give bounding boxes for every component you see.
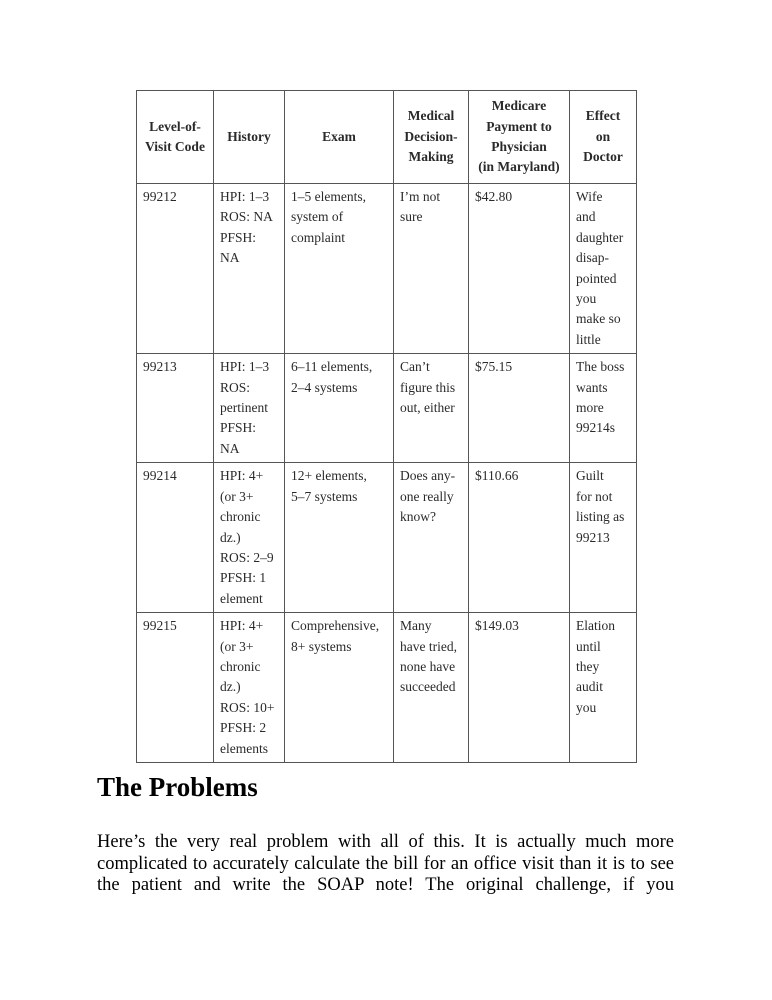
header-line: Level-of- xyxy=(149,118,201,134)
cell-payment: $149.03 xyxy=(469,613,570,763)
cell-line: until xyxy=(576,638,601,654)
cell-visit-code: 99214 xyxy=(137,463,214,613)
header-line: Physician xyxy=(491,139,547,154)
cell-line: for not xyxy=(576,488,613,504)
header-line: Medical xyxy=(407,108,455,124)
cell-line: system of xyxy=(291,209,344,225)
cell-line: PFSH: 1 xyxy=(220,570,267,586)
section-heading: The Problems xyxy=(97,772,258,802)
cell-line: 8+ systems xyxy=(291,638,352,654)
header-line: Exam xyxy=(322,128,356,144)
cell-line: make so xyxy=(576,311,621,327)
cell-visit-code: 99215 xyxy=(137,613,214,763)
cell-medical-decision-making xyxy=(394,463,469,613)
cell-line: succeeded xyxy=(400,679,456,695)
cell-history xyxy=(214,463,285,613)
cell-line: NA xyxy=(220,250,240,266)
cell-line: pertinent xyxy=(220,400,268,416)
cell-medical-decision-making xyxy=(394,613,469,763)
cell-line: HPI: 1–3 xyxy=(220,189,270,204)
cell-line: dz.) xyxy=(220,529,241,545)
cell-line: sure xyxy=(400,209,423,225)
cell-line: (or 3+ xyxy=(220,638,254,654)
paragraph-line: Here’s the very real problem with all of this. It is actually much more xyxy=(97,832,674,852)
cell-effect-on-doctor xyxy=(570,184,637,354)
cell-line: audit xyxy=(576,679,603,695)
cell-line: I’m not xyxy=(400,189,441,204)
paragraph-line: the patient and write the SOAP note! The original challenge, if you xyxy=(97,875,674,895)
cell-line: 5–7 systems xyxy=(291,488,358,504)
cell-line: ROS: 10+ xyxy=(220,699,275,715)
header-effect-on-doctor xyxy=(570,91,637,184)
table-row xyxy=(137,354,637,463)
cell-line: Wife xyxy=(576,189,603,204)
header-level-of-visit-code xyxy=(137,91,214,184)
body-paragraph xyxy=(97,832,674,897)
cell-line: ROS: xyxy=(220,379,251,395)
cell-line: Many xyxy=(400,618,432,634)
header-exam xyxy=(285,91,394,184)
cell-line: Comprehensive, xyxy=(291,618,380,634)
cell-exam xyxy=(285,463,394,613)
header-line: Payment to xyxy=(486,118,552,134)
cell-line: ROS: NA xyxy=(220,209,273,225)
cell-line: HPI: 4+ xyxy=(220,468,264,484)
header-medical-decision-making xyxy=(394,91,469,184)
cell-line: you xyxy=(576,291,597,307)
cell-medical-decision-making xyxy=(394,354,469,463)
cell-line: Can’t xyxy=(400,359,430,375)
cell-line: listing as xyxy=(576,509,625,525)
cell-visit-code: 99213 xyxy=(137,354,214,463)
cell-line: little xyxy=(576,331,601,347)
table-header-row xyxy=(137,91,637,184)
cell-line: NA xyxy=(220,440,240,456)
cell-history xyxy=(214,354,285,463)
cell-line: 99214s xyxy=(576,420,616,436)
header-line: Making xyxy=(408,149,454,165)
cell-line: 1–5 elements, xyxy=(291,189,366,204)
table-row xyxy=(137,613,637,763)
cell-effect-on-doctor xyxy=(570,354,637,463)
cell-history xyxy=(214,613,285,763)
header-line: Decision- xyxy=(404,128,458,144)
header-line: Medicare xyxy=(491,98,547,114)
cell-line: have tried, xyxy=(400,638,457,654)
cell-line: HPI: 4+ xyxy=(220,618,264,634)
cell-line: elements xyxy=(220,740,268,756)
header-line: on xyxy=(595,128,611,144)
cell-line: PFSH: 2 xyxy=(220,720,267,736)
cell-line: Does any- xyxy=(400,468,456,484)
cell-line: The boss xyxy=(576,359,625,375)
visit-code-table-container xyxy=(136,90,636,763)
header-line: (in Maryland) xyxy=(478,159,560,175)
cell-effect-on-doctor xyxy=(570,613,637,763)
cell-payment: $42.80 xyxy=(469,184,570,354)
header-history xyxy=(214,91,285,184)
table-body xyxy=(137,184,637,763)
cell-line: more xyxy=(576,400,604,416)
cell-line: they xyxy=(576,658,600,674)
cell-line: chronic xyxy=(220,658,261,674)
cell-line: 2–4 systems xyxy=(291,379,358,395)
cell-line: pointed xyxy=(576,270,617,286)
cell-line: complaint xyxy=(291,229,345,245)
cell-payment: $110.66 xyxy=(469,463,570,613)
cell-line: element xyxy=(220,590,263,606)
cell-line: out, either xyxy=(400,400,455,416)
cell-line: 99213 xyxy=(576,529,610,545)
header-medicare-payment xyxy=(469,91,570,184)
cell-line: you xyxy=(576,699,597,715)
cell-line: HPI: 1–3 xyxy=(220,359,270,375)
cell-payment: $75.15 xyxy=(469,354,570,463)
cell-line: 12+ elements, xyxy=(291,468,367,484)
cell-line: daughter xyxy=(576,229,624,245)
cell-line: PFSH: xyxy=(220,229,257,245)
cell-medical-decision-making xyxy=(394,184,469,354)
table-row xyxy=(137,184,637,354)
cell-exam xyxy=(285,184,394,354)
cell-line: dz.) xyxy=(220,679,241,695)
paragraph-line: complicated to accurately calculate the bill for an office visit than it is to see xyxy=(97,853,674,874)
header-line: Doctor xyxy=(583,149,623,165)
cell-exam xyxy=(285,354,394,463)
header-line: Visit Code xyxy=(145,139,205,154)
cell-line: none have xyxy=(400,658,456,674)
cell-exam xyxy=(285,613,394,763)
cell-history xyxy=(214,184,285,354)
cell-line: disap- xyxy=(576,250,609,266)
cell-line: one really xyxy=(400,488,454,504)
cell-line: Guilt xyxy=(576,468,604,484)
header-line: Effect xyxy=(585,108,621,124)
cell-visit-code: 99212 xyxy=(137,184,214,354)
cell-line: know? xyxy=(400,509,436,525)
table-row xyxy=(137,463,637,613)
cell-line: ROS: 2–9 xyxy=(220,549,274,565)
cell-line: PFSH: xyxy=(220,420,257,436)
cell-line: chronic xyxy=(220,509,261,525)
visit-code-table xyxy=(136,90,637,763)
header-line: History xyxy=(227,128,271,144)
cell-line: (or 3+ xyxy=(220,488,254,504)
cell-line: wants xyxy=(576,379,608,395)
cell-effect-on-doctor xyxy=(570,463,637,613)
cell-line: and xyxy=(576,209,596,225)
cell-line: figure this xyxy=(400,379,456,395)
cell-line: 6–11 elements, xyxy=(291,359,373,375)
cell-line: Elation xyxy=(576,618,615,634)
